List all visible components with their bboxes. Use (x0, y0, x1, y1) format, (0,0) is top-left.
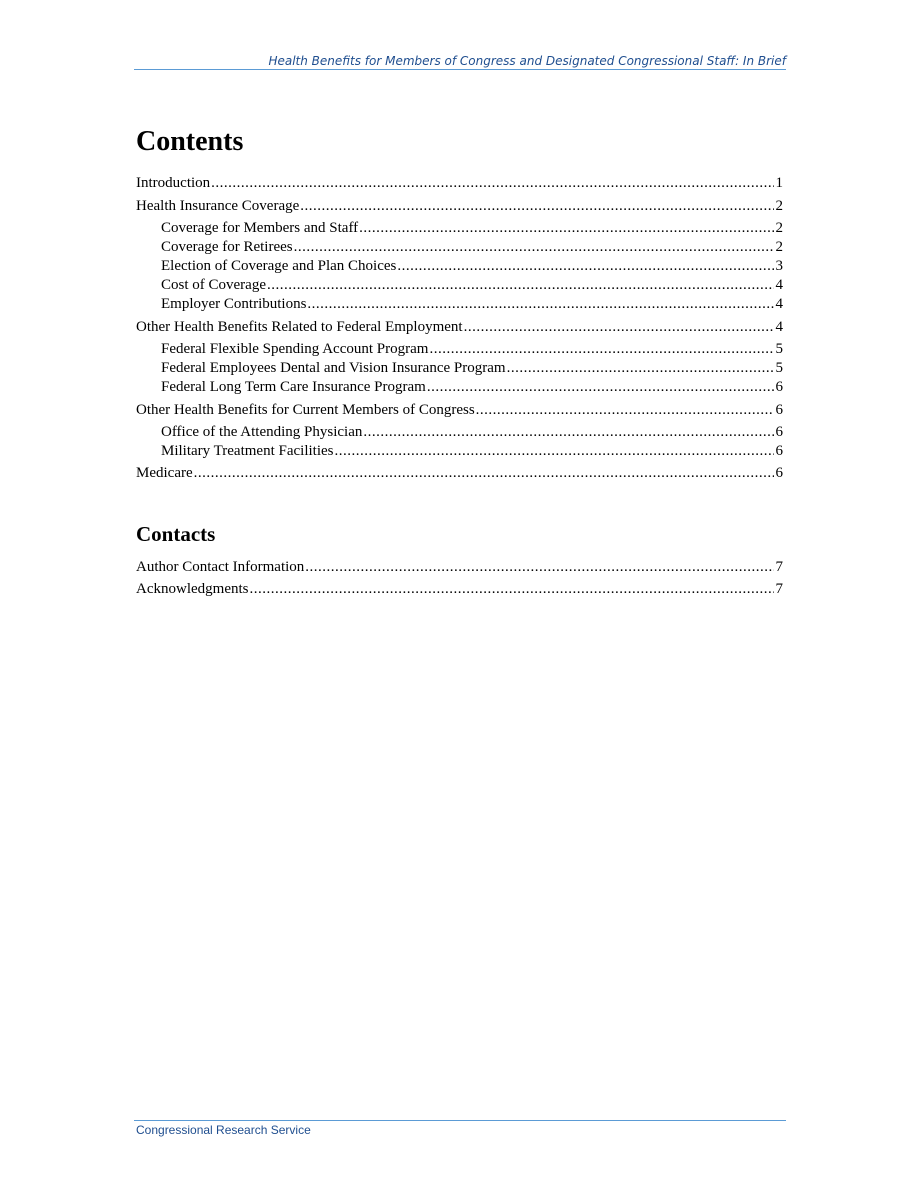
toc-page-number: 2 (775, 220, 783, 236)
toc-entry-attending-physician[interactable] (161, 423, 783, 441)
toc-page-number: 6 (775, 402, 783, 418)
toc-page-number: 3 (775, 258, 783, 274)
toc-page-number: 6 (775, 424, 783, 440)
toc-entry-text: Health Insurance Coverage (136, 198, 300, 214)
toc-entry-military-treatment[interactable] (161, 442, 783, 460)
toc-page-number: 4 (775, 296, 783, 312)
toc-entry-text: Office of the Attending Physician (161, 424, 363, 440)
toc-page-number: 2 (775, 198, 783, 214)
dot-leader (427, 378, 774, 396)
dot-leader (307, 295, 773, 313)
toc-entry-text: Coverage for Retirees (161, 239, 293, 255)
toc-page-number: 6 (775, 465, 783, 481)
toc-page-number: 4 (775, 277, 783, 293)
toc-entry-employer-contributions[interactable] (161, 295, 783, 313)
toc-entry-text: Election of Coverage and Plan Choices (161, 258, 397, 274)
toc-entry-text: Employer Contributions (161, 296, 307, 312)
toc-entry-cost-of-coverage[interactable] (161, 276, 783, 294)
toc-entry-text: Federal Long Term Care Insurance Program (161, 379, 426, 395)
toc-page-number: 4 (775, 319, 783, 335)
toc-entry-text: Acknowledgments (136, 581, 249, 597)
running-footer: Congressional Research Service (136, 1123, 311, 1137)
toc-page-number: 6 (775, 443, 783, 459)
toc-entry-introduction[interactable] (136, 174, 783, 192)
toc-entry-coverage-members-staff[interactable] (161, 219, 783, 237)
toc-page-number: 5 (775, 360, 783, 376)
header-rule (134, 69, 786, 70)
dot-leader (211, 174, 773, 192)
toc-entry-text: Federal Flexible Spending Account Program (161, 341, 429, 357)
toc-page-number: 1 (775, 175, 783, 191)
dot-leader (476, 401, 774, 419)
dot-leader (194, 464, 774, 482)
toc-page-number: 6 (775, 379, 783, 395)
dot-leader (267, 276, 774, 294)
contents-title: Contents (136, 126, 244, 157)
dot-leader (429, 340, 773, 358)
dot-leader (300, 197, 773, 215)
dot-leader (507, 359, 774, 377)
dot-leader (335, 442, 774, 460)
toc-entry-text: Federal Employees Dental and Vision Insurance Program (161, 360, 506, 376)
toc-page-number: 2 (775, 239, 783, 255)
toc-entry-flexible-spending[interactable] (161, 340, 783, 358)
toc-entry-other-members-congress[interactable] (136, 401, 783, 419)
toc-entry-other-federal-employment[interactable] (136, 318, 783, 336)
toc-entry-dental-vision[interactable] (161, 359, 783, 377)
dot-leader (464, 318, 774, 336)
dot-leader (363, 423, 773, 441)
toc-entry-text: Military Treatment Facilities (161, 443, 334, 459)
dot-leader (305, 558, 773, 576)
contacts-title: Contacts (136, 522, 216, 546)
toc-entry-election-of-coverage[interactable] (161, 257, 783, 275)
toc-entry-text: Other Health Benefits Related to Federal Employment (136, 319, 463, 335)
toc-entry-medicare[interactable] (136, 464, 783, 482)
dot-leader (359, 219, 773, 237)
dot-leader (397, 257, 773, 275)
toc-entry-acknowledgments[interactable] (136, 580, 783, 598)
toc-entry-text: Medicare (136, 465, 193, 481)
dot-leader (249, 580, 773, 598)
toc-entry-text: Cost of Coverage (161, 277, 266, 293)
toc-entry-author-contact[interactable] (136, 558, 783, 576)
toc-entry-text: Coverage for Members and Staff (161, 220, 359, 236)
toc-entry-long-term-care[interactable] (161, 378, 783, 396)
toc-entry-text: Other Health Benefits for Current Members of Congress (136, 402, 475, 418)
toc-page-number: 7 (775, 559, 783, 575)
toc-entry-text: Introduction (136, 175, 211, 191)
running-header: Health Benefits for Members of Congress and Designated Congressional Staff: In Brief (268, 54, 786, 68)
toc-entry-health-insurance-coverage[interactable] (136, 197, 783, 215)
toc-entry-text: Author Contact Information (136, 559, 305, 575)
toc-page-number: 7 (775, 581, 783, 597)
dot-leader (294, 238, 774, 256)
toc-page-number: 5 (775, 341, 783, 357)
footer-rule (134, 1120, 786, 1121)
toc-entry-coverage-retirees[interactable] (161, 238, 783, 256)
